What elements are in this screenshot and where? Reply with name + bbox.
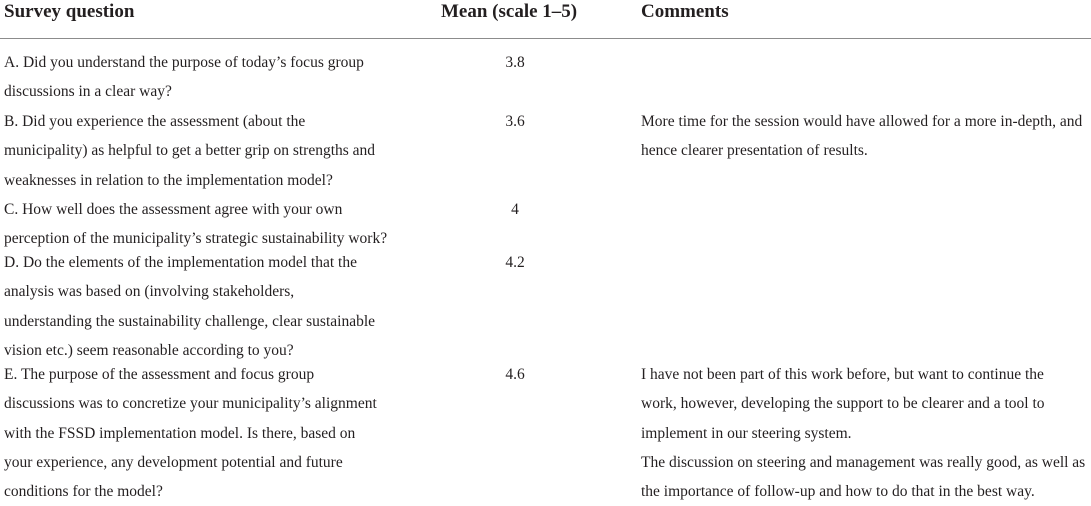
question-line: weaknesses in relation to the implementation model?	[4, 171, 333, 189]
header-survey-question: Survey question	[4, 1, 135, 22]
row-e-mean: 4.6	[505, 366, 525, 383]
question-line: your experience, any development potential and future	[4, 453, 343, 471]
question-line: E. The purpose of the assessment and focus group	[4, 366, 315, 383]
question-line: perception of the municipality’s strategic sustainability work?	[4, 230, 388, 248]
comment-line: I have not been part of this work before, but want to continue the	[641, 366, 1044, 383]
row-b-mean: 3.6	[505, 113, 525, 130]
row-a-question	[4, 48, 364, 107]
row-a-mean: 3.8	[505, 54, 525, 71]
row-d-question	[4, 248, 375, 365]
row-e-comment	[641, 360, 1085, 506]
question-line: conditions for the model?	[4, 483, 163, 501]
question-line: discussions in a clear way?	[4, 83, 172, 101]
comment-line: hence clearer presentation of results.	[641, 142, 868, 160]
header-comments: Comments	[641, 1, 729, 22]
question-line: B. Did you experience the assessment (about the	[4, 113, 306, 130]
question-line: C. How well does the assessment agree with your own	[4, 201, 343, 218]
comment-line: the importance of follow-up and how to do that in the best way.	[641, 483, 1035, 501]
question-line: vision etc.) seem reasonable according to you?	[4, 341, 294, 359]
row-c-mean: 4	[511, 201, 519, 218]
header-divider	[0, 38, 1091, 39]
row-b-question	[4, 107, 375, 195]
comment-line: work, however, developing the support to be clearer and a tool to	[641, 395, 1045, 413]
comment-line: The discussion on steering and management was really good, as well as	[641, 453, 1086, 471]
row-b-comment	[641, 107, 1082, 166]
question-line: discussions was to concretize your municipality’s alignment	[4, 395, 377, 413]
comment-line: More time for the session would have allowed for a more in-depth, and	[641, 113, 1083, 130]
question-line: A. Did you understand the purpose of today’s focus group	[4, 54, 364, 71]
question-line: understanding the sustainability challenge, clear sustainable	[4, 312, 376, 330]
row-d-mean: 4.2	[505, 254, 525, 271]
row-c-question	[4, 195, 387, 254]
header-mean: Mean (scale 1–5)	[441, 1, 578, 22]
question-line: D. Do the elements of the implementation model that the	[4, 254, 357, 271]
comment-line: implement in our steering system.	[641, 424, 852, 442]
question-line: municipality) as helpful to get a better grip on strengths and	[4, 142, 376, 160]
row-e-question	[4, 360, 377, 506]
question-line: analysis was based on (involving stakeholders,	[4, 283, 295, 301]
question-line: with the FSSD implementation model. Is there, based on	[4, 424, 356, 442]
